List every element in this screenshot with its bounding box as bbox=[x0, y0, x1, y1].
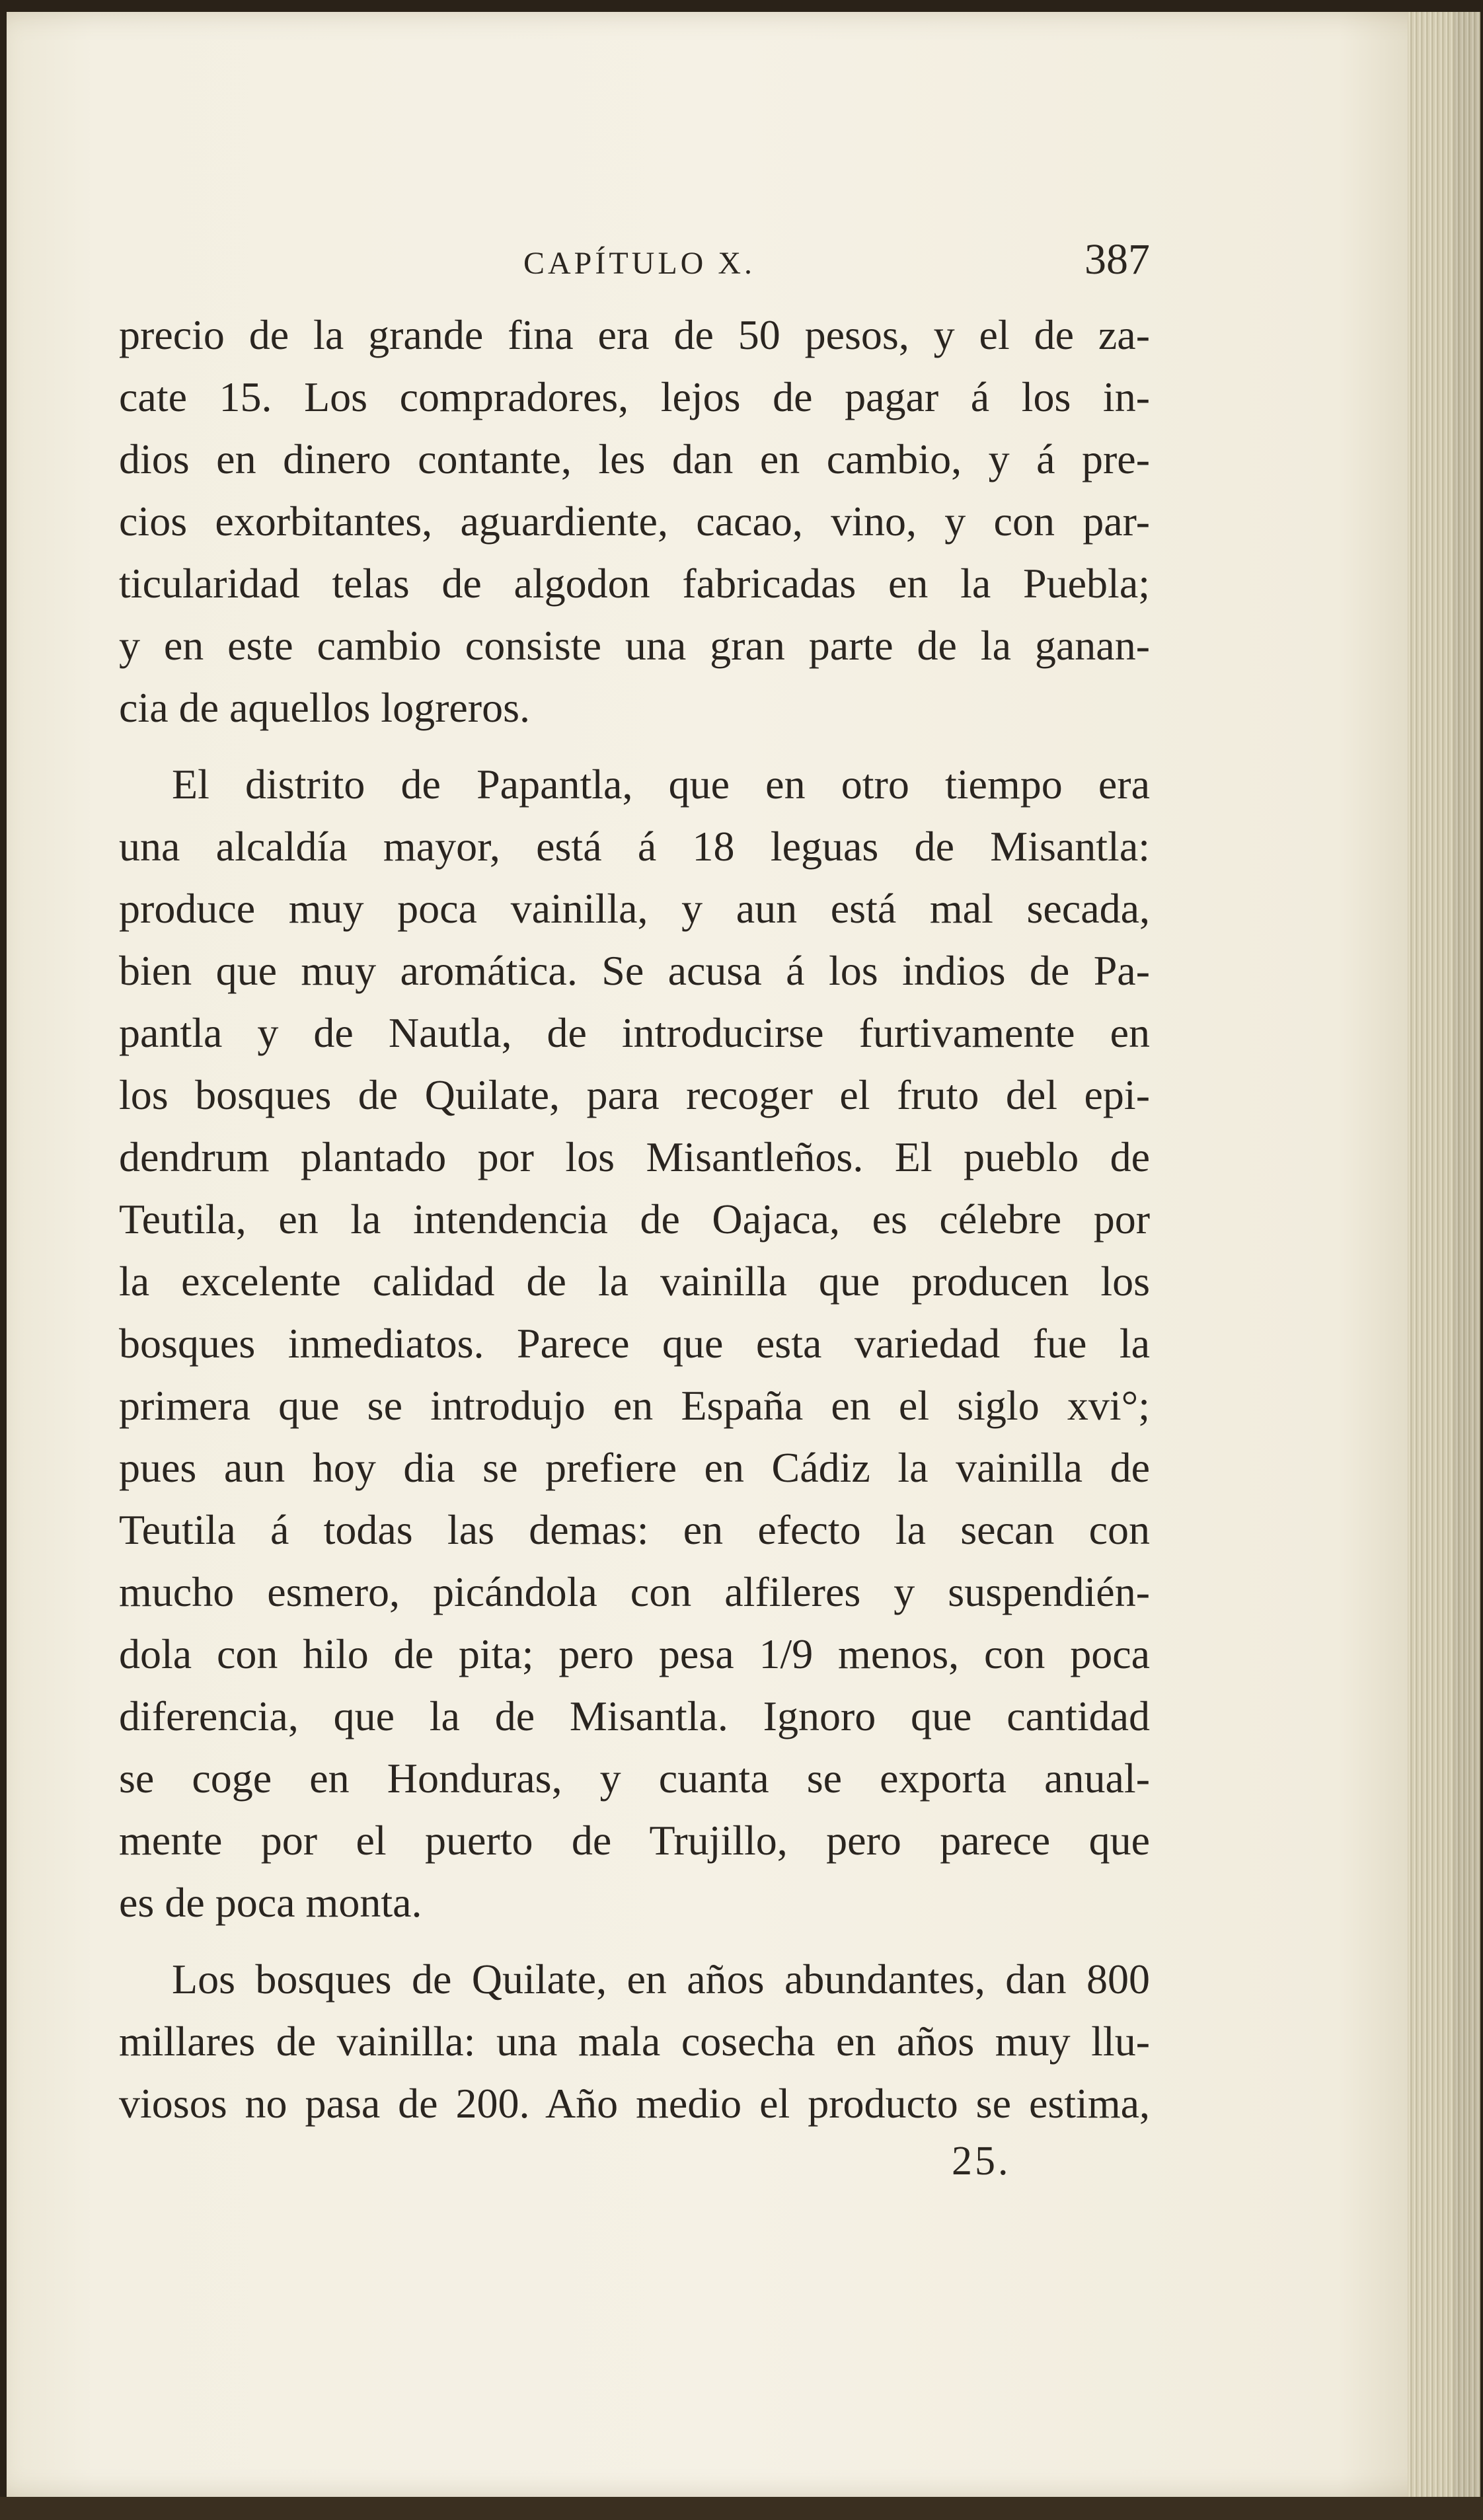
text-line: cia de aquellos logreros. bbox=[119, 684, 530, 731]
text-line: dola con hilo de pita; pero pesa 1/9 menos, con poca bbox=[119, 1630, 1150, 1677]
page-edge bbox=[1408, 12, 1480, 2510]
text-line: precio de la grande fina era de 50 pesos, y el de za- bbox=[119, 311, 1150, 358]
signature-mark: 25. bbox=[952, 2139, 1011, 2184]
text-line: mente por el puerto de Trujillo, pero parece que bbox=[119, 1817, 1150, 1864]
text-line: una alcaldía mayor, está á 18 leguas de Misantla: bbox=[119, 823, 1150, 870]
paragraph-gap bbox=[119, 1934, 1150, 1948]
text-line: bosques inmediatos. Parece que esta variedad fue la bbox=[119, 1320, 1150, 1367]
text-line: bien que muy aromática. Se acusa á los indios de Pa- bbox=[119, 947, 1150, 994]
text-line: cios exorbitantes, aguardiente, cacao, vino, y con par- bbox=[119, 498, 1150, 545]
text-line: se coge en Honduras, y cuanta se exporta anual- bbox=[119, 1755, 1150, 1802]
body-text bbox=[119, 304, 1150, 2135]
text-line: dios en dinero contante, les dan en cambio, y á pre- bbox=[119, 436, 1150, 482]
text-line: Teutila á todas las demas: en efecto la secan con bbox=[119, 1506, 1150, 1553]
text-line: viosos no pasa de 200. Año medio el producto se estima, bbox=[119, 2080, 1150, 2127]
paragraph-gap bbox=[119, 739, 1150, 753]
text-line: millares de vainilla: una mala cosecha en años muy llu- bbox=[119, 2018, 1150, 2065]
paragraph bbox=[119, 304, 1150, 739]
text-line: es de poca monta. bbox=[119, 1879, 422, 1926]
text-line: pues aun hoy dia se prefiere en Cádiz la vainilla de bbox=[119, 1444, 1150, 1491]
text-line: y en este cambio consiste una gran parte de la ganan- bbox=[119, 622, 1150, 669]
text-line: mucho esmero, picándola con alfileres y suspendién- bbox=[119, 1568, 1150, 1615]
bottom-edge bbox=[0, 2497, 1483, 2520]
text-line: dendrum plantado por los Misantleños. El pueblo de bbox=[119, 1133, 1150, 1180]
text-line: Teutila, en la intendencia de Oajaca, es célebre por bbox=[119, 1196, 1150, 1242]
text-line: los bosques de Quilate, para recoger el fruto del epi- bbox=[119, 1071, 1150, 1118]
running-head bbox=[119, 235, 1150, 294]
chapter-heading: CAPÍTULO X. bbox=[523, 246, 755, 281]
text-line: cate 15. Los compradores, lejos de pagar á los in- bbox=[119, 373, 1150, 420]
page-number: 387 bbox=[1084, 235, 1150, 284]
text-line: pantla y de Nautla, de introducirse furtivamente en bbox=[119, 1009, 1150, 1056]
paragraph bbox=[119, 1948, 1150, 2135]
text-line: diferencia, que la de Misantla. Ignoro que cantidad bbox=[119, 1693, 1150, 1739]
text-line: ticularidad telas de algodon fabricadas en la Puebla; bbox=[119, 560, 1150, 607]
text-line: El distrito de Papantla, que en otro tiempo era bbox=[172, 761, 1150, 808]
text-line: primera que se introdujo en España en el siglo xvi°; bbox=[119, 1382, 1150, 1429]
text-line: produce muy poca vainilla, y aun está mal secada, bbox=[119, 885, 1150, 932]
paragraph bbox=[119, 753, 1150, 1934]
text-line: Los bosques de Quilate, en años abundantes, dan 800 bbox=[172, 1956, 1150, 2003]
text-line: la excelente calidad de la vainilla que producen los bbox=[119, 1258, 1150, 1305]
